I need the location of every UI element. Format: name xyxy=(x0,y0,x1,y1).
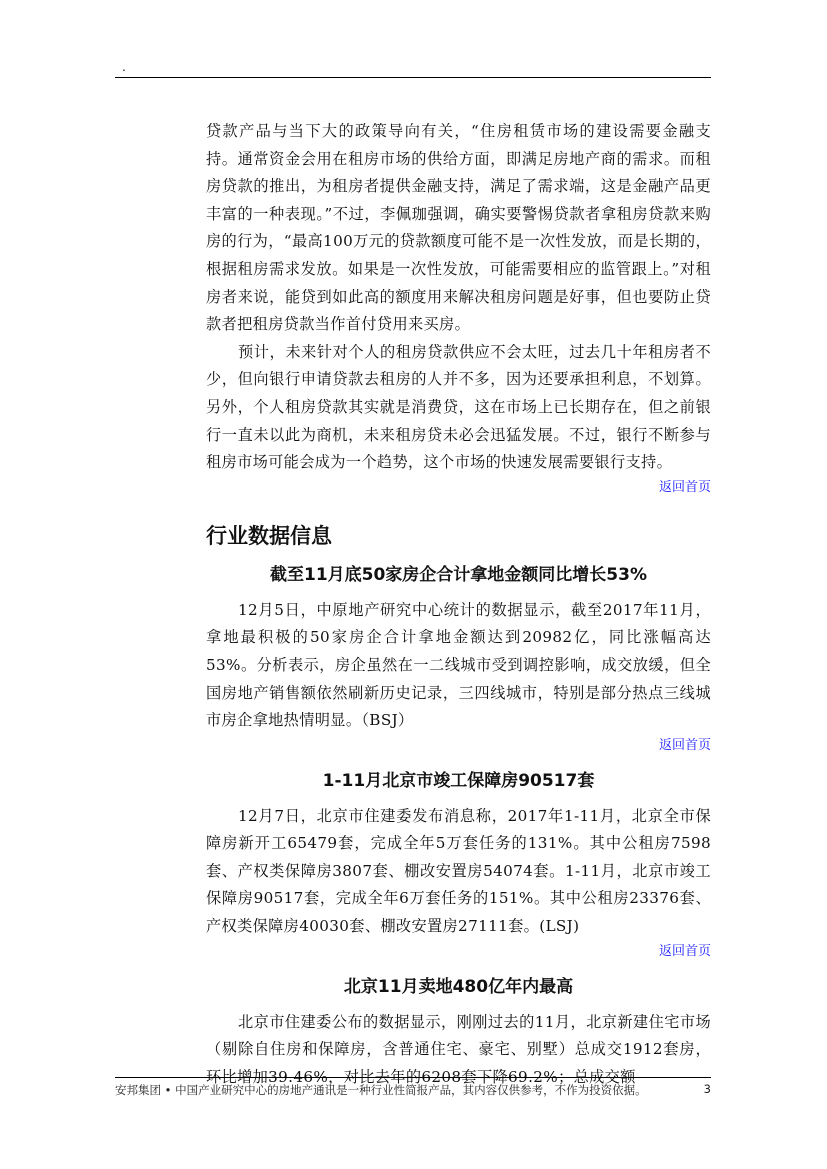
article-title: 1-11月北京市竣工保障房90517套 xyxy=(322,770,595,791)
page-body xyxy=(206,118,711,1091)
intro-paragraph-1: 贷款产品与当下大的政策导向有关，“住房租赁市场的建设需要金融支持。通常资金会用在租房市场的供给方面，即满足房地产商的需求。而租房贷款的推出，为租房者提供金融支持，满足了需求端，这是金融产品更丰富的一种表现。”不过，李佩珈强调，确实要警惕贷款者拿租房贷款来购房的行为，“最高100万元的贷款额度可能不是一次性发放，而是长期的，根据租房需求发放。如果是一次性发放，可能需要相应的监管跟上。”对租房者来说，能贷到如此高的额度用来解决租房问题是好事，但也要防止贷款者把租房贷款当作首付贷用来买房。 xyxy=(206,122,711,334)
header-rule xyxy=(115,77,711,78)
back-to-home-link[interactable]: 返回首页 xyxy=(658,479,711,495)
back-to-home-link[interactable]: 返回首页 xyxy=(658,943,711,959)
article-body: 北京市住建委公布的数据显示，刚刚过去的11月，北京新建住宅市场（剔除自住房和保障房，含普通住宅、豪宅、别墅）总成交1912套房，环比增加39.46%，对比去年的6208套下降69.2%；总成交额 xyxy=(206,1012,711,1086)
footer-disclaimer: 安邦集团 • 中国产业研究中心的房地产通讯是一种行业性简报产品，其内容仅供参考，不作为投资依据。 xyxy=(115,1083,647,1097)
article-body: 12月5日，中原地产研究中心统计的数据显示，截至2017年11月，拿地最积极的50家房企合计拿地金额达到20982亿，同比涨幅高达53%。分析表示，房企虽然在一二线城市受到调控影响，成交放缓，但全国房地产销售额依然刷新历史记录，三四线城市，特别是部分热点三线城市房企拿地热情明显。（BSJ） xyxy=(206,600,711,730)
article-title: 北京11月卖地480亿年内最高 xyxy=(343,976,574,997)
footer xyxy=(115,1082,711,1098)
footer-rule xyxy=(115,1077,711,1078)
back-to-home-link[interactable]: 返回首页 xyxy=(658,737,711,753)
page-number: 3 xyxy=(703,1082,711,1096)
article-body: 12月7日，北京市住建委发布消息称，2017年1-11月，北京全市保障房新开工65479套，完成全年5万套任务的131%。其中公租房7598套、产权类保障房3807套、棚改安置房54074套。1-11月，北京市竣工保障房90517套，完成全年6万套任务的151%。其中公租房23376套、产权类保障房40030套、棚改安置房27111套。(LSJ) xyxy=(206,806,711,936)
header-mark: . xyxy=(122,60,126,74)
section-title: 行业数据信息 xyxy=(206,523,332,548)
article-title: 截至11月底50家房企合计拿地金额同比增长53% xyxy=(269,564,647,585)
intro-paragraph-2: 预计，未来针对个人的租房贷款供应不会太旺，过去几十年租房者不少，但向银行申请贷款去租房的人并不多，因为还要承担利息，不划算。另外，个人租房贷款其实就是消费贷，这在市场上已长期存在，但之前银行一直未以此为商机，未来租房贷未必会迅猛发展。不过，银行不断参与租房市场可能会成为一个趋势，这个市场的快速发展需要银行支持。 xyxy=(206,342,711,472)
